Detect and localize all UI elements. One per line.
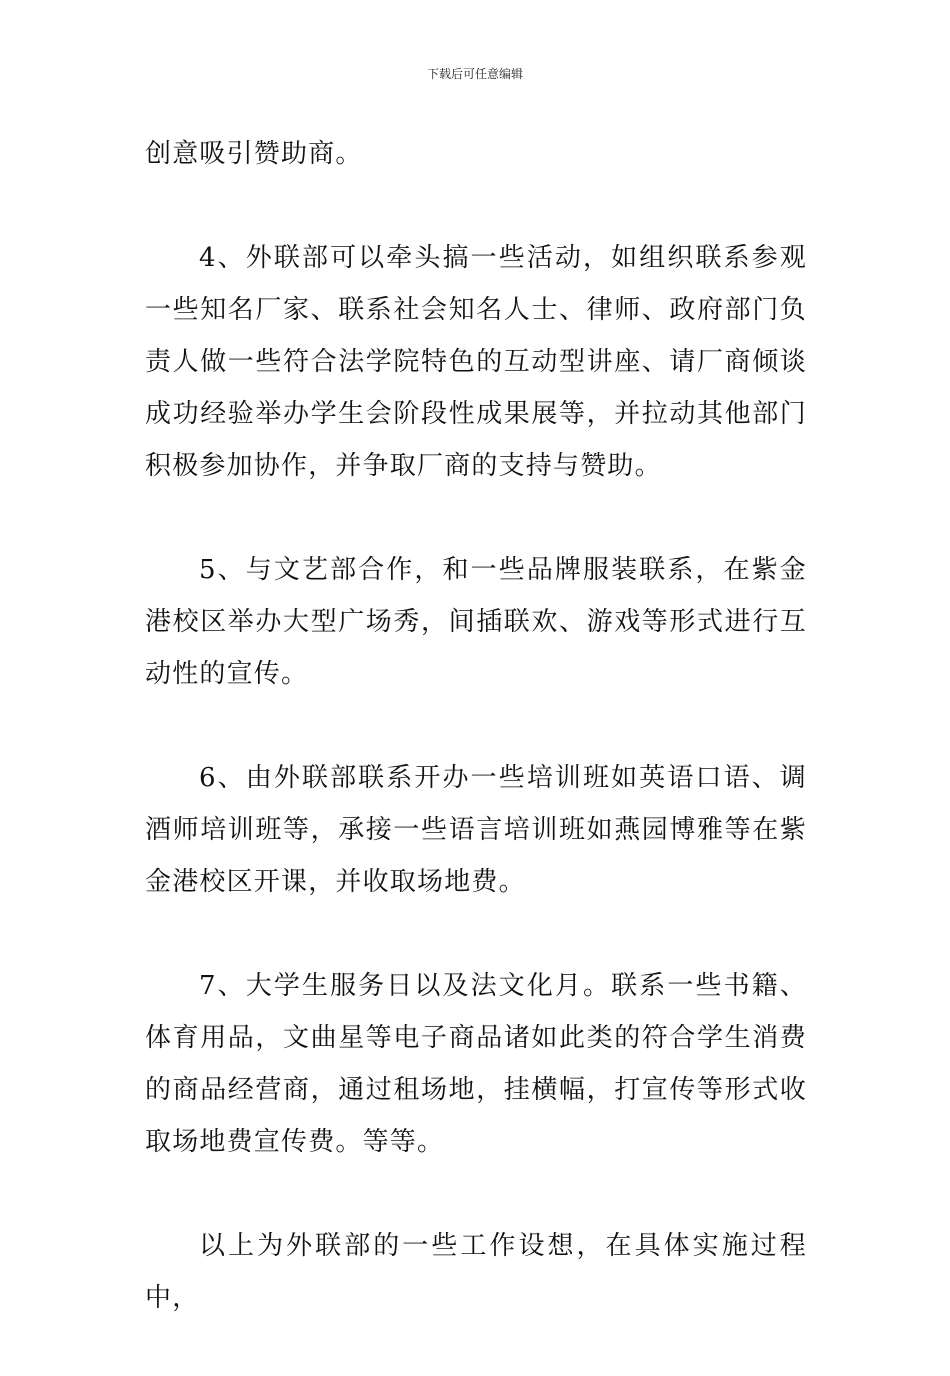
paragraph-conclusion: 以上为外联部的一些工作设想，在具体实施过程中， — [145, 1231, 807, 1313]
page-header: 下载后可任意编辑 — [426, 67, 523, 81]
paragraph-item-4: 4、外联部可以牵头搞一些活动，如组织联系参观一些知名厂家、联系社会知名人士、律师、政府部门负责人做一些符合法学院特色的互动型讲座、请厂商倾谈成功经验举办学生会阶段性成果展等，并拉动其他部门积极参加协作，并争取厂商的支持与赞助。 — [145, 243, 807, 481]
paragraph-item-7: 7、大学生服务日以及法文化月。联系一些书籍、体育用品，文曲星等电子商品诸如此类的符合学生消费的商品经营商，通过租场地，挂横幅，打宣传等形式收取场地费宣传费。等等。 — [145, 971, 807, 1157]
document-body — [145, 128, 807, 1376]
paragraph-1: 创意吸引赞助商。 — [145, 139, 363, 169]
paragraph-item-5: 5、与文艺部合作，和一些品牌服装联系，在紫金港校区举办大型广场秀，间插联欢、游戏等形式进行互动性的宣传。 — [145, 555, 807, 689]
paragraph-item-6: 6、由外联部联系开办一些培训班如英语口语、调酒师培训班等，承接一些语言培训班如燕园博雅等在紫金港校区开课，并收取场地费。 — [145, 763, 807, 897]
